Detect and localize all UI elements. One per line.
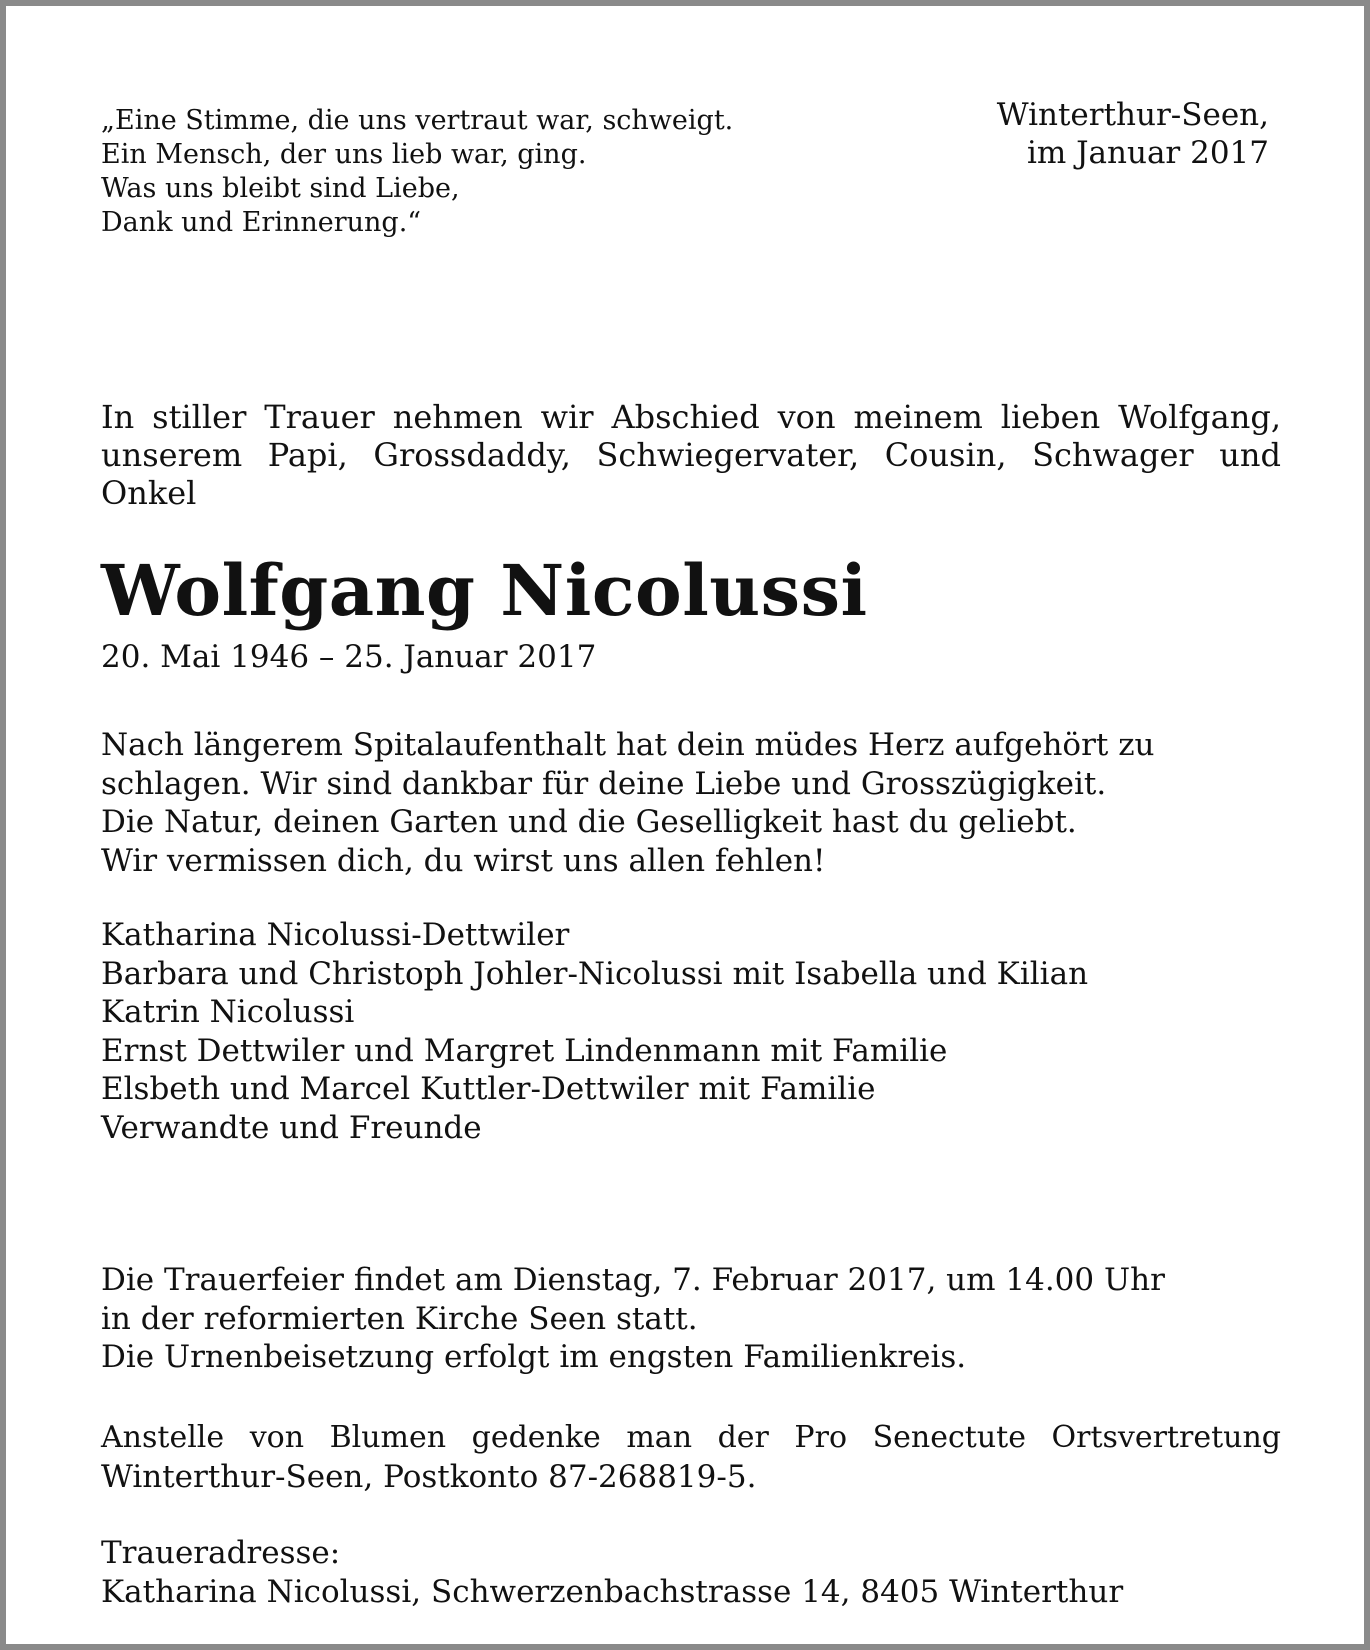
ceremony-line: Die Trauerfeier findet am Dienstag, 7. Februar 2017, um 14.00 Uhr bbox=[101, 1262, 1165, 1298]
message-line: Nach längerem Spitalaufenthalt hat dein müdes Herz aufgehört zu bbox=[101, 727, 1155, 763]
message-line: Die Natur, deinen Garten und die Geselligkeit hast du geliebt. bbox=[101, 804, 1077, 840]
motto-line: „Eine Stimme, die uns vertraut war, schweigt. bbox=[101, 105, 734, 136]
ceremony-line: in der reformierten Kirche Seen statt. bbox=[101, 1300, 698, 1337]
message-line: schlagen. Wir sind dankbar für deine Liebe und Grosszügigkeit. bbox=[101, 765, 1107, 802]
intro-paragraph: In stiller Trauer nehmen wir Abschied von meinem lieben Wolfgang, unserem Papi, Grossdaddy, Schwiegervater, Cousin, Schwager und Onkel bbox=[101, 398, 1281, 512]
address-line: Katharina Nicolussi, Schwerzenbachstrasse 14, 8405 Winterthur bbox=[101, 1573, 1124, 1610]
message-paragraph bbox=[101, 726, 1155, 880]
ceremony-info bbox=[101, 1261, 1165, 1377]
mourner-item: Verwandte und Freunde bbox=[101, 1109, 482, 1146]
date-line: im Januar 2017 bbox=[1026, 135, 1269, 171]
life-dates: 20. Mai 1946 – 25. Januar 2017 bbox=[101, 639, 597, 675]
motto-line: Was uns bleibt sind Liebe, bbox=[101, 173, 460, 204]
motto-line: Dank und Erinnerung.“ bbox=[101, 207, 422, 238]
donation-info bbox=[101, 1419, 1281, 1496]
mourner-item: Barbara und Christoph Johler-Nicolussi mit Isabella und Kilian bbox=[101, 955, 1089, 992]
deceased-name: Wolfgang Nicolussi bbox=[101, 549, 868, 632]
mourner-item: Elsbeth und Marcel Kuttler-Dettwiler mit Familie bbox=[101, 1071, 876, 1107]
ceremony-line: Die Urnenbeisetzung erfolgt im engsten Familienkreis. bbox=[101, 1339, 967, 1375]
address-label: Traueradresse: bbox=[101, 1535, 341, 1571]
mourner-item: Ernst Dettwiler und Margret Lindenmann mit Familie bbox=[101, 1032, 948, 1069]
donation-line: Anstelle von Blumen gedenke man der Pro Senectute Ortsvertretung bbox=[101, 1420, 1281, 1455]
place-date bbox=[997, 96, 1269, 172]
place-line: Winterthur-Seen, bbox=[996, 97, 1269, 133]
mourner-item: Katrin Nicolussi bbox=[101, 994, 355, 1030]
donation-line: Winterthur-Seen, Postkonto 87-268819-5. bbox=[101, 1458, 757, 1495]
message-line: Wir vermissen dich, du wirst uns allen fehlen! bbox=[101, 842, 826, 879]
motto-quote bbox=[101, 104, 733, 240]
motto-line: Ein Mensch, der uns lieb war, ging. bbox=[101, 139, 587, 170]
mourner-item: Katharina Nicolussi-Dettwiler bbox=[101, 917, 570, 953]
mourning-address bbox=[101, 1534, 1123, 1611]
mourners-list bbox=[101, 916, 1088, 1147]
